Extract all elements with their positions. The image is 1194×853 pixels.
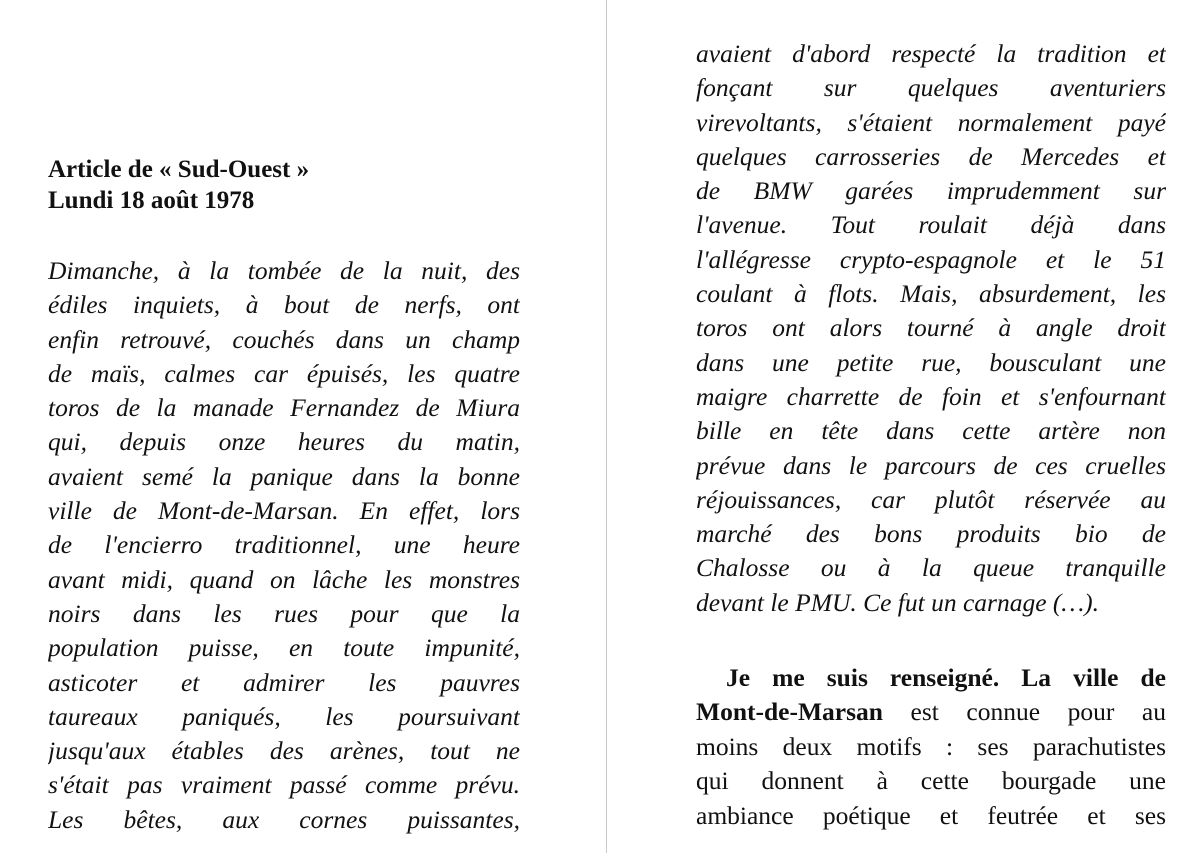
body-line xyxy=(696,695,1166,729)
text-line: dans une petite rue, bousculant une xyxy=(696,347,1166,377)
text-line: coulant à flots. Mais, absurdement, les xyxy=(696,279,1166,309)
text-line: quelques carrosseries de Mercedes et xyxy=(696,141,1166,171)
text-line: avant midi, quand on lâche les monstres xyxy=(48,564,520,594)
text-line: population puisse, en toute impunité, xyxy=(48,633,520,663)
text-line: fonçant sur quelques aventuriers xyxy=(696,73,1166,103)
text-line: bille en tête dans cette artère non xyxy=(696,416,1166,446)
body-line: moins deux motifs : ses parachutistes xyxy=(696,731,1166,761)
text-line: Dimanche, à la tombée de la nuit, des xyxy=(48,256,520,285)
body-line xyxy=(696,661,1166,695)
text-line: toros de la manade Fernandez de Miura xyxy=(48,393,520,423)
text-line: Les bêtes, aux cornes puissantes, xyxy=(48,804,520,834)
body-line: ambiance poétique et feutrée et ses xyxy=(696,800,1166,830)
text-line: réjouissances, car plutôt réservée au xyxy=(696,484,1166,514)
text-line: virevoltants, s'étaient normalement payé xyxy=(696,107,1166,137)
page-divider xyxy=(606,0,607,853)
text-line: noirs dans les rues pour que la xyxy=(48,598,520,628)
text-line: qui, depuis onze heures du matin, xyxy=(48,427,520,457)
body-line: qui donnent à cette bourgade une xyxy=(696,766,1166,796)
text-line: enfin retrouvé, couchés dans un champ xyxy=(48,324,520,354)
text-line: ville de Mont-de-Marsan. En effet, lors xyxy=(48,496,520,526)
heading-source: Article de « Sud-Ouest » xyxy=(48,156,310,183)
heading-date: Lundi 18 août 1978 xyxy=(48,187,255,214)
body-text-rest: est connue pour au xyxy=(882,697,1166,727)
text-line: Chalosse ou à la queue tranquille xyxy=(696,553,1166,583)
text-line: taureaux paniqués, les poursuivant xyxy=(48,701,520,731)
text-line: édiles inquiets, à bout de nerfs, ont xyxy=(48,290,520,320)
text-line: avaient d'abord respecté la tradition et xyxy=(696,39,1166,68)
text-line: prévue dans le parcours de ces cruelles xyxy=(696,450,1166,480)
text-line: s'était pas vraiment passé comme prévu. xyxy=(48,770,520,800)
text-line: de l'encierro traditionnel, une heure xyxy=(48,530,520,560)
article-text-right xyxy=(696,37,1166,620)
body-paragraph xyxy=(696,661,1166,833)
text-line: marché des bons produits bio de xyxy=(696,519,1166,549)
left-page xyxy=(48,0,520,853)
text-line: asticoter et admirer les pauvres xyxy=(48,667,520,697)
text-line: devant le PMU. Ce fut un carnage (…). xyxy=(696,587,1099,617)
text-line: de maïs, calmes car épuisés, les quatre xyxy=(48,358,520,388)
text-line: avaient semé la panique dans la bonne xyxy=(48,461,520,491)
text-line: jusqu'aux étables des arènes, tout ne xyxy=(48,736,520,766)
text-line: de BMW garées imprudemment sur xyxy=(696,176,1166,206)
right-page xyxy=(696,0,1166,853)
article-heading xyxy=(48,154,309,216)
bold-text: Je me suis renseigné. La ville de xyxy=(726,663,1166,692)
text-line: l'avenue. Tout roulait déjà dans xyxy=(696,210,1166,240)
article-text-left xyxy=(48,254,520,837)
bold-text: Mont-de-Marsan xyxy=(696,697,883,727)
text-line: maigre charrette de foin et s'enfournant xyxy=(696,381,1166,411)
text-line: toros ont alors tourné à angle droit xyxy=(696,313,1166,343)
text-line: l'allégresse crypto-espagnole et le 51 xyxy=(696,244,1166,274)
